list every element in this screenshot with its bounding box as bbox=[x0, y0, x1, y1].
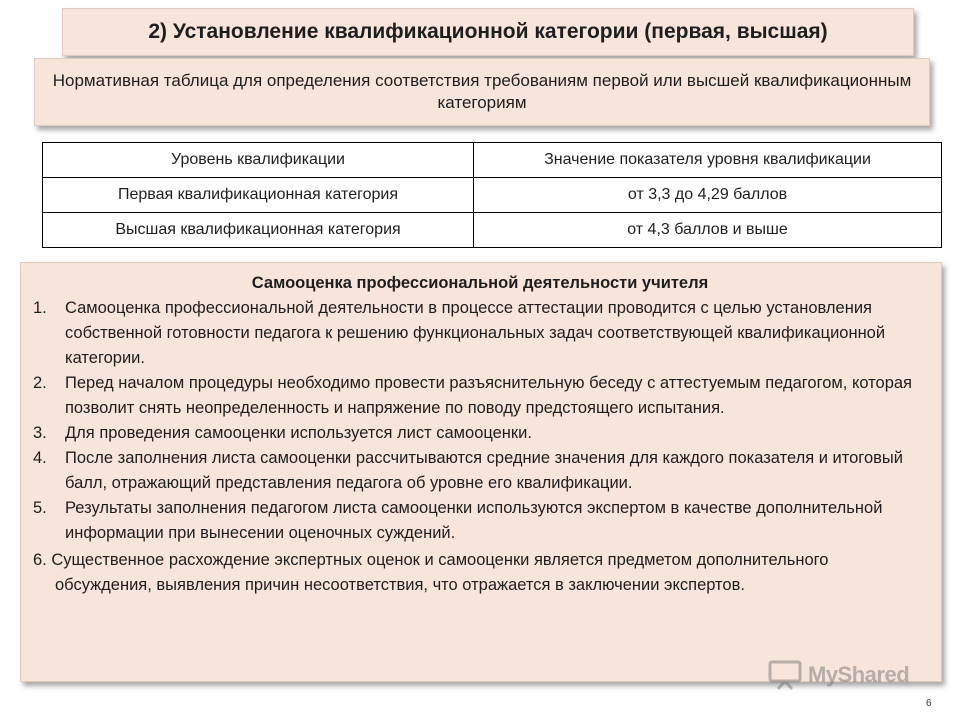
list-item-text: После заполнения листа самооценки рассчитываются средние значения для каждого показателя и итоговый балл, отражающий представления педагога об уровне его квалификации. bbox=[65, 449, 903, 492]
list-item bbox=[33, 446, 927, 496]
self-assessment-title: Самооценка профессиональной деятельности учителя bbox=[251, 274, 709, 292]
table-row bbox=[43, 178, 942, 213]
qualification-table bbox=[42, 142, 942, 248]
table-cell-value: от 3,3 до 4,29 баллов bbox=[474, 178, 942, 213]
list-item-text: Результаты заполнения педагогом листа самооценки используются экспертом в качестве дополнительной информации при вынесении оценочных суждений. bbox=[65, 499, 883, 542]
table-cell-level: Высшая квалификационная категория bbox=[43, 213, 474, 248]
list-item-text: Существенное расхождение экспертных оценок и самооценки является предметом дополнительного обсуждения, выявления причин несоответствия, что отражается в заключении экспертов. bbox=[51, 551, 829, 594]
page-number: 6 bbox=[926, 698, 932, 709]
self-assessment-panel bbox=[20, 262, 942, 682]
list-item-number: 5. bbox=[33, 499, 47, 517]
list-item bbox=[33, 371, 927, 421]
list-item-number: 1. bbox=[33, 299, 47, 317]
presentation-board-icon bbox=[768, 660, 802, 690]
list-item-number: 4. bbox=[33, 449, 47, 467]
list-item-text: Перед началом процедуры необходимо провести разъяснительную беседу с аттестуемым педагогом, которая позволит снять неопределенность и напряжение по поводу предстоящего испытания. bbox=[65, 374, 912, 417]
watermark-text: MyShared bbox=[808, 662, 910, 687]
table-caption: Нормативная таблица для определения соответствия требованиям первой или высшей квалификационным категориям bbox=[34, 58, 930, 126]
list-item bbox=[33, 496, 927, 546]
watermark-logo bbox=[768, 655, 928, 695]
column-header-level: Уровень квалификации bbox=[43, 143, 474, 178]
list-item-number: 6. bbox=[33, 551, 47, 569]
list-item bbox=[33, 548, 927, 598]
list-item-number: 3. bbox=[33, 424, 47, 442]
list-item-number: 2. bbox=[33, 374, 47, 392]
table-row bbox=[43, 213, 942, 248]
list-item bbox=[33, 421, 927, 446]
table-header-row bbox=[43, 143, 942, 178]
list-item bbox=[33, 296, 927, 371]
column-header-value: Значение показателя уровня квалификации bbox=[474, 143, 942, 178]
list-item-text: Для проведения самооценки используется лист самооценки. bbox=[65, 424, 532, 442]
table-cell-level: Первая квалификационная категория bbox=[43, 178, 474, 213]
list-item-text: Самооценка профессиональной деятельности в процессе аттестации проводится с целью установления собственной готовности педагога к решению функциональных задач соответствующей квалификационной категории. bbox=[65, 299, 886, 367]
table-cell-value: от 4,3 баллов и выше bbox=[474, 213, 942, 248]
slide-title: 2) Установление квалификационной категории (первая, высшая) bbox=[62, 8, 914, 56]
